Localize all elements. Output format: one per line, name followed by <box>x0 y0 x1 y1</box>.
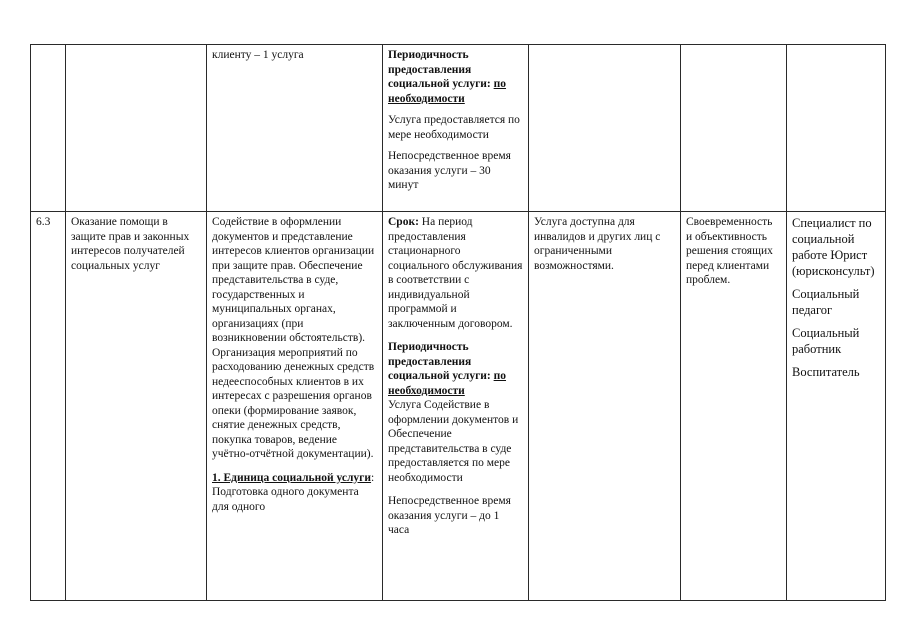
service-content-cell <box>207 45 383 212</box>
service-unit-paragraph <box>212 471 377 515</box>
periodicity-value: по необходимости <box>388 78 507 105</box>
service-terms-cell <box>383 45 529 212</box>
table-row <box>31 45 886 212</box>
periodicity-paragraph <box>388 48 523 106</box>
periodicity-label: Периодичность предоставления социальной услуги: <box>388 49 494 90</box>
indicators-text: Своевременность и объективность решения стоящих перед клиентами проблем. <box>686 216 773 286</box>
staff-item: Воспитатель <box>792 365 860 379</box>
indicators-cell <box>681 212 787 601</box>
staff-cell <box>787 45 886 212</box>
service-time-text: Непосредственное время оказания услуги – до 1 часа <box>388 495 511 536</box>
service-terms-cell <box>383 212 529 601</box>
service-content-cell <box>207 212 383 601</box>
service-content-text: клиенту – 1 услуга <box>212 49 304 61</box>
conditions-cell <box>529 45 681 212</box>
staff-item: Специалист по социальной работе Юрист (юрисконсульт) <box>792 216 875 278</box>
term-paragraph <box>388 215 523 331</box>
staff-item: Социальный педагог <box>792 287 860 317</box>
table-row <box>31 212 886 601</box>
row-number: 6.3 <box>36 216 51 228</box>
term-text: На период предоставления стационарного социального обслуживания в соответствии с индивидуальной программой и заключенным договором. <box>388 216 523 330</box>
service-unit-label: 1. Единица социальной услуги <box>212 471 372 484</box>
services-table <box>30 44 886 601</box>
periodicity-label: Периодичность предоставления социальной услуги: <box>388 341 494 382</box>
provision-text: Услуга предоставляется по мере необходимости <box>388 114 520 141</box>
service-content-text: Содействие в оформлении документов и представление интересов клиентов организации при защите прав. Обеспечение представительства в суде, государственных и муниципальных органах, организациях (при возникновении обстоятельств). Организация мероприятий по расходованию денежных средств недееспособных клиентов в их интересах с разрешения органов опеки (формирование заявок, снятие денежных средств, покупка товаров, ведение учётно-отчётной документации). <box>212 216 375 460</box>
periodicity-paragraph <box>388 340 523 398</box>
row-number-cell <box>31 45 66 212</box>
staff-item: Социальный работник <box>792 326 860 356</box>
conditions-text: Услуга доступна для инвалидов и других лиц с ограниченными возможностями. <box>534 216 661 272</box>
row-number-cell <box>31 212 66 601</box>
service-name-cell <box>66 212 207 601</box>
service-unit-colon: : <box>371 471 375 484</box>
staff-cell <box>787 212 886 601</box>
periodicity-value: по необходимости <box>388 370 507 397</box>
conditions-cell <box>529 212 681 601</box>
service-name: Оказание помощи в защите прав и законных интересов получателей социальных услуг <box>71 216 190 272</box>
term-label: Срок: <box>388 216 419 228</box>
service-unit-text: Подготовка одного документа для одного <box>212 486 359 513</box>
service-time-text: Непосредственное время оказания услуги – 30 минут <box>388 150 511 191</box>
provision-text: Услуга Содействие в оформлении документов и Обеспечение представительства в суде предоставляется по мере необходимости <box>388 399 519 484</box>
service-name-cell <box>66 45 207 212</box>
indicators-cell <box>681 45 787 212</box>
